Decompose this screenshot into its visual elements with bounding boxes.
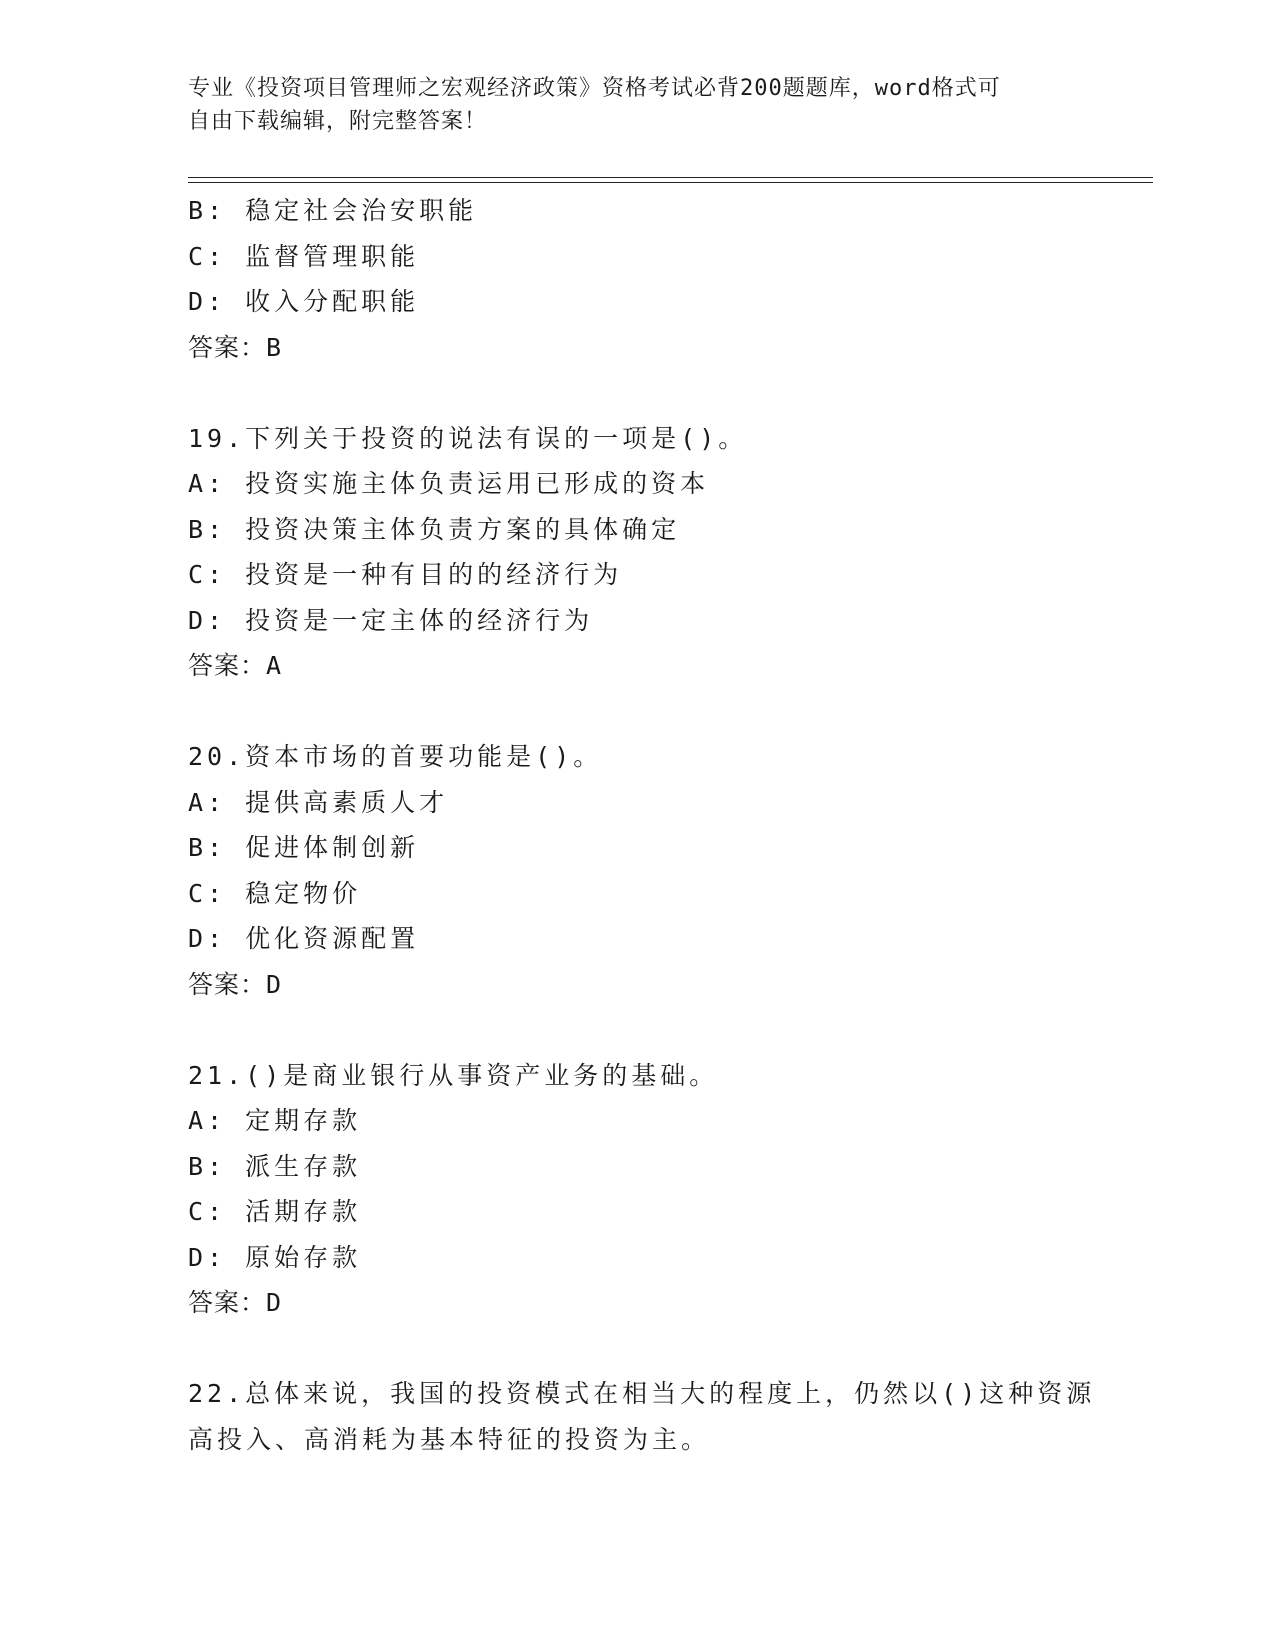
question-22	[188, 1371, 1096, 1462]
option-c: C: 监督管理职能	[188, 241, 420, 271]
option-b: B: 稳定社会治安职能	[188, 196, 478, 225]
answer: 答案：B	[188, 332, 283, 362]
option-b: B: 派生存款	[188, 1151, 362, 1181]
answer: 答案：D	[188, 1288, 283, 1317]
question-19	[188, 416, 1088, 689]
option-b: B: 投资决策主体负责方案的具体确定	[188, 514, 681, 544]
question-21	[188, 1053, 1088, 1326]
option-d: D: 收入分配职能	[188, 287, 420, 316]
question-stem-line-1: 22.总体来说，我国的投资模式在相当大的程度上，仍然以()这种资源	[188, 1379, 1096, 1408]
option-c: C: 稳定物价	[188, 878, 362, 908]
header-divider-top	[188, 177, 1153, 178]
header-title-line-1: 专业《投资项目管理师之宏观经济政策》资格考试必背200题题库，word格式可	[188, 76, 1001, 101]
option-d: D: 原始存款	[188, 1242, 362, 1272]
question-spacer	[188, 1326, 1088, 1372]
option-a: A: 定期存款	[188, 1106, 362, 1135]
answer: 答案：D	[188, 969, 283, 999]
option-c: C: 投资是一种有目的的经济行为	[188, 560, 623, 589]
option-d: D: 投资是一定主体的经济行为	[188, 605, 594, 635]
option-d: D: 优化资源配置	[188, 924, 420, 953]
header-title-line-2: 自由下载编辑，附完整答案！	[188, 109, 488, 134]
header-divider-bottom	[188, 182, 1153, 183]
question-spacer	[188, 1007, 1088, 1053]
option-a: A: 投资实施主体负责运用已形成的资本	[188, 469, 710, 498]
option-a: A: 提供高素质人才	[188, 787, 449, 817]
question-stem: 20.资本市场的首要功能是()。	[188, 742, 603, 771]
question-spacer	[188, 689, 1088, 735]
question-list	[188, 188, 1096, 1462]
document-header	[188, 72, 1068, 138]
answer: 答案：A	[188, 651, 283, 680]
question-18-tail	[188, 188, 1088, 370]
question-stem: 21.()是商业银行从事资产业务的基础。	[188, 1060, 719, 1090]
question-20	[188, 734, 1088, 1007]
question-stem-line-2: 高投入、高消耗为基本特征的投资为主。	[188, 1424, 711, 1454]
question-spacer	[188, 370, 1088, 416]
option-b: B: 促进体制创新	[188, 833, 420, 862]
option-c: C: 活期存款	[188, 1197, 362, 1226]
question-stem: 19.下列关于投资的说法有误的一项是()。	[188, 423, 748, 453]
